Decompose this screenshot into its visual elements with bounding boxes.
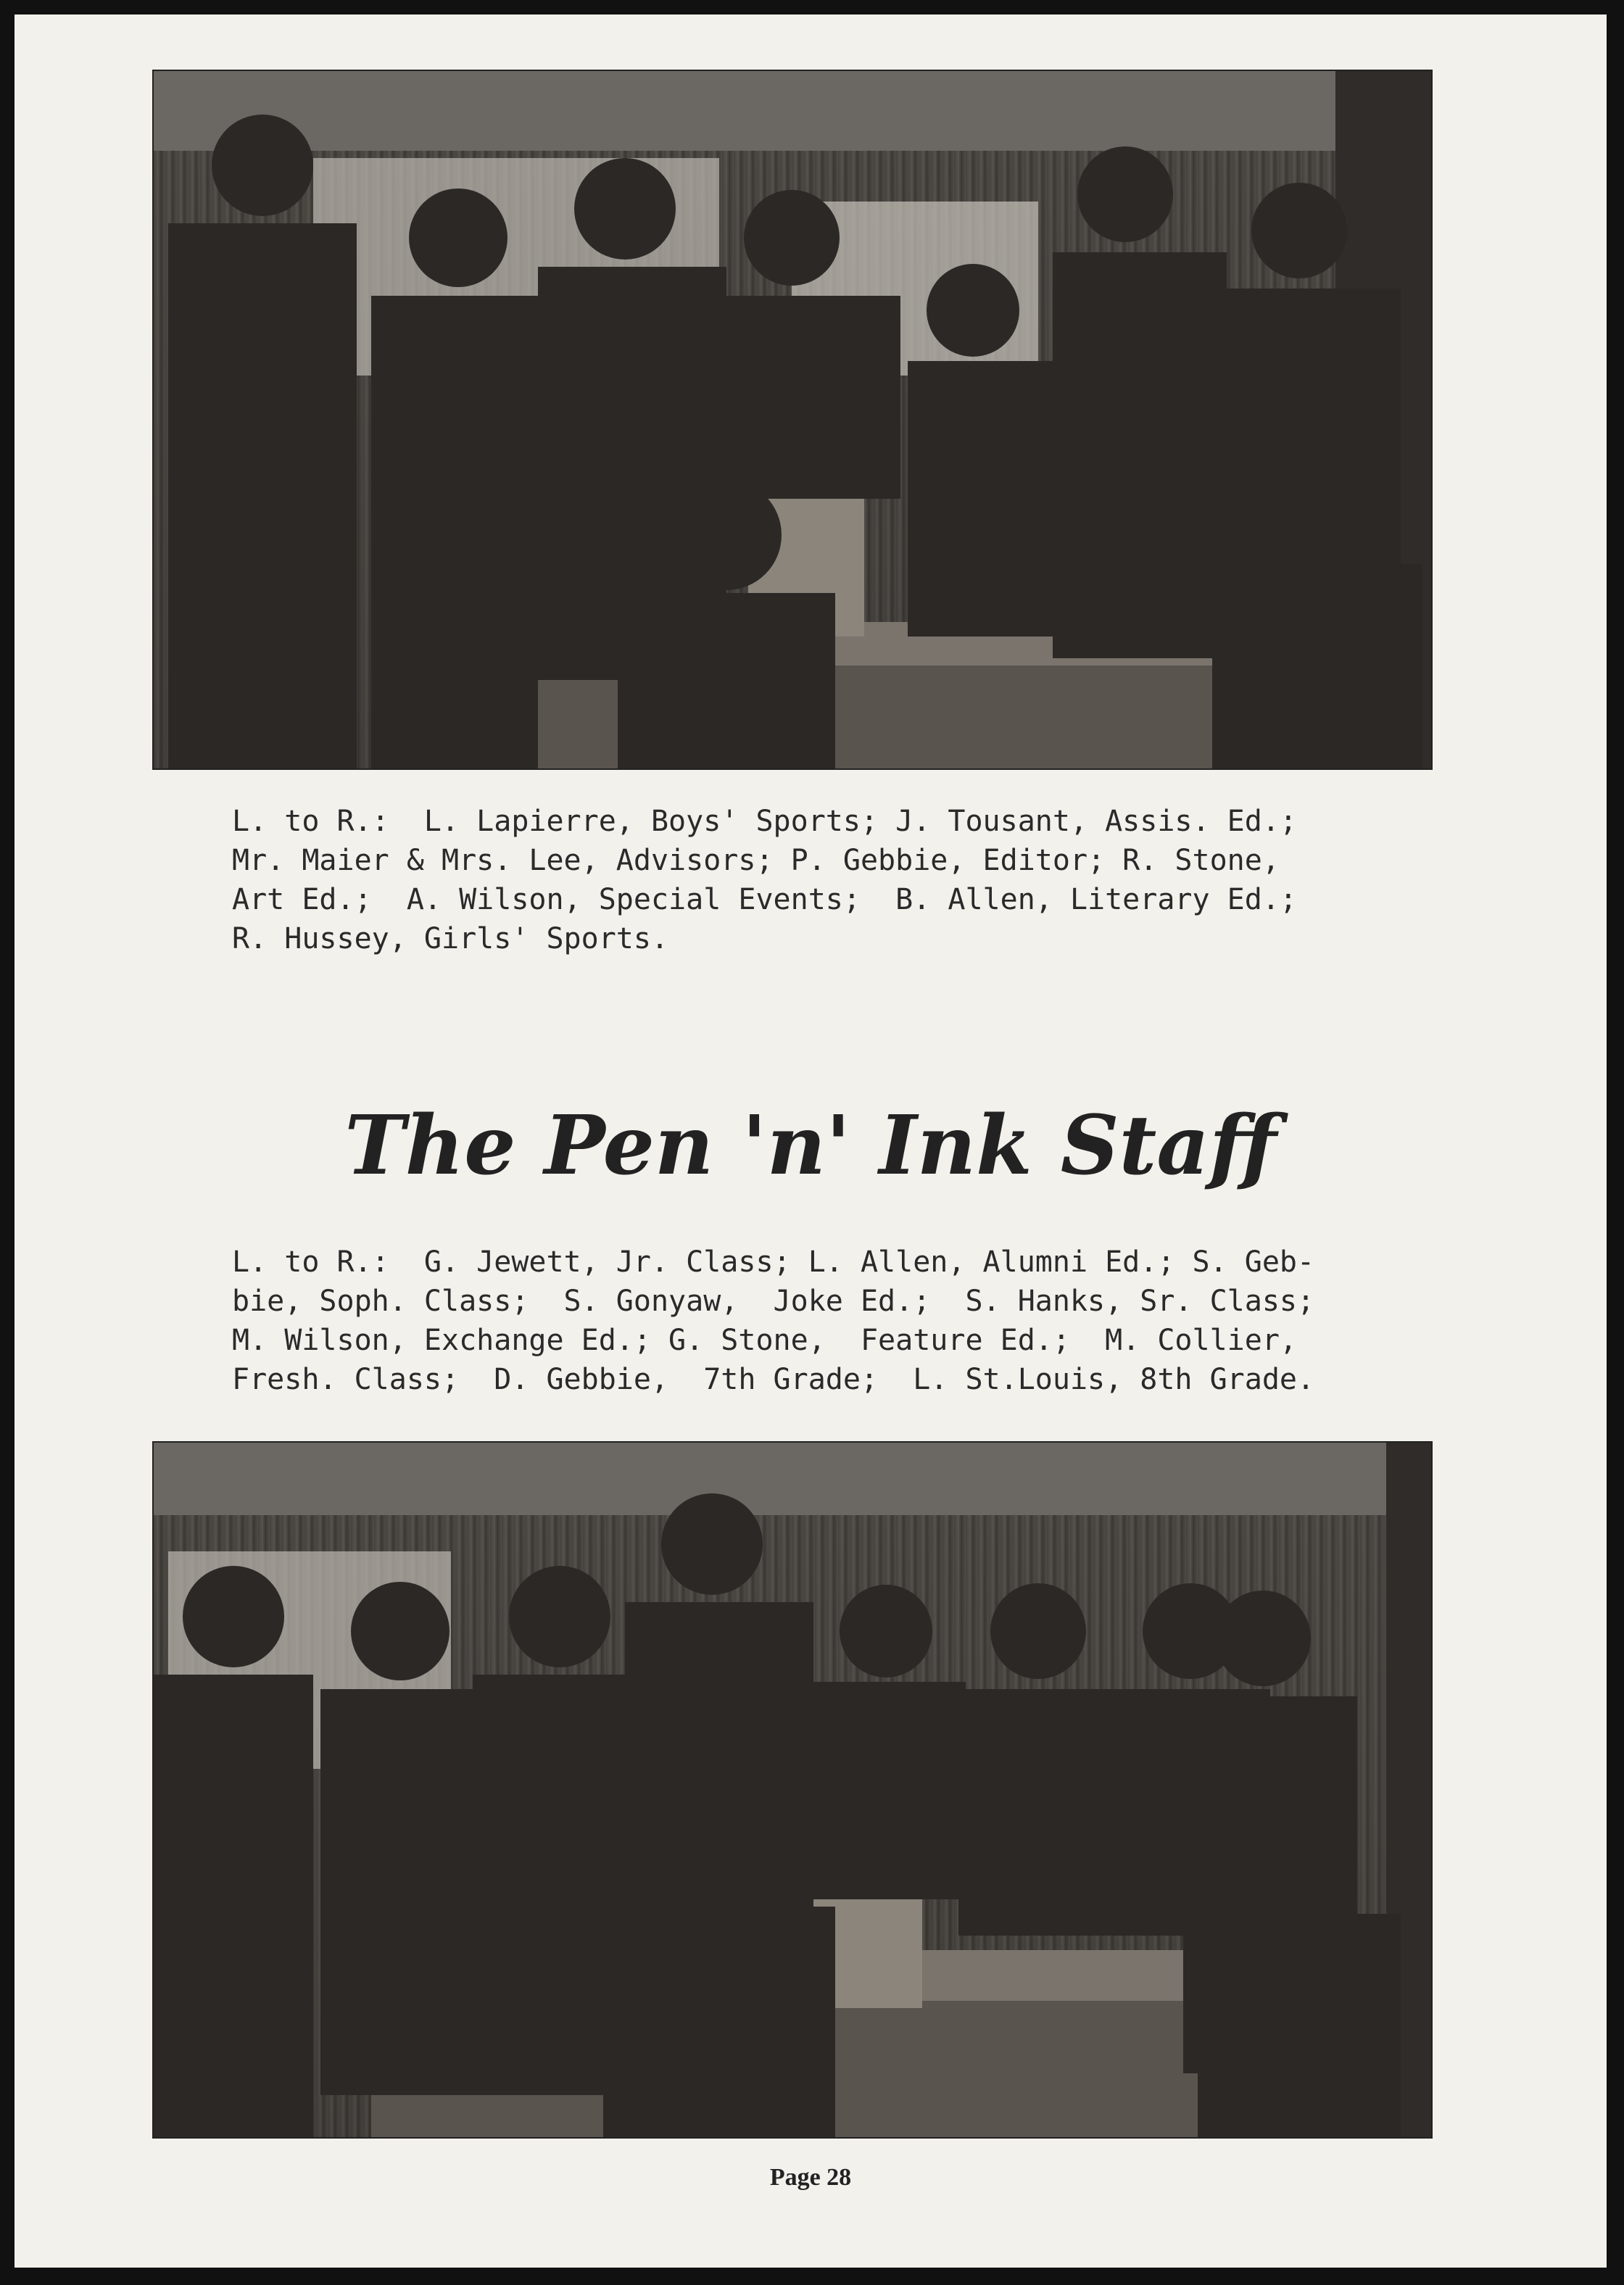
top-caption bbox=[232, 802, 1297, 958]
bottom-caption bbox=[232, 1243, 1314, 1399]
bottom-caption-line: L. to R.: G. Jewett, Jr. Class; L. Allen, Alumni Ed.; S. Geb- bbox=[232, 1245, 1315, 1279]
yearbook-page bbox=[14, 14, 1607, 2268]
top-caption-line: Art Ed.; A. Wilson, Special Events; B. Allen, Literary Ed.; bbox=[232, 883, 1298, 916]
top-photo-figures bbox=[154, 71, 1431, 768]
bottom-caption-line: M. Wilson, Exchange Ed.; G. Stone, Feature Ed.; M. Collier, bbox=[232, 1324, 1298, 1357]
top-caption-line: R. Hussey, Girls' Sports. bbox=[232, 922, 669, 955]
top-group-photo bbox=[152, 70, 1433, 770]
bottom-caption-line: Fresh. Class; D. Gebbie, 7th Grade; L. St.Louis, 8th Grade. bbox=[232, 1363, 1315, 1396]
bottom-photo-figures bbox=[154, 1443, 1431, 2137]
bottom-group-photo bbox=[152, 1441, 1433, 2139]
page-title: The Pen 'n' Ink Staff bbox=[344, 1098, 1277, 1193]
page-number: Page 28 bbox=[769, 2164, 852, 2191]
top-caption-line: L. to R.: L. Lapierre, Boys' Sports; J. Tousant, Assis. Ed.; bbox=[232, 805, 1298, 838]
top-caption-line: Mr. Maier & Mrs. Lee, Advisors; P. Gebbie, Editor; R. Stone, bbox=[232, 844, 1280, 877]
bottom-caption-line: bie, Soph. Class; S. Gonyaw, Joke Ed.; S. Hanks, Sr. Class; bbox=[232, 1285, 1315, 1318]
